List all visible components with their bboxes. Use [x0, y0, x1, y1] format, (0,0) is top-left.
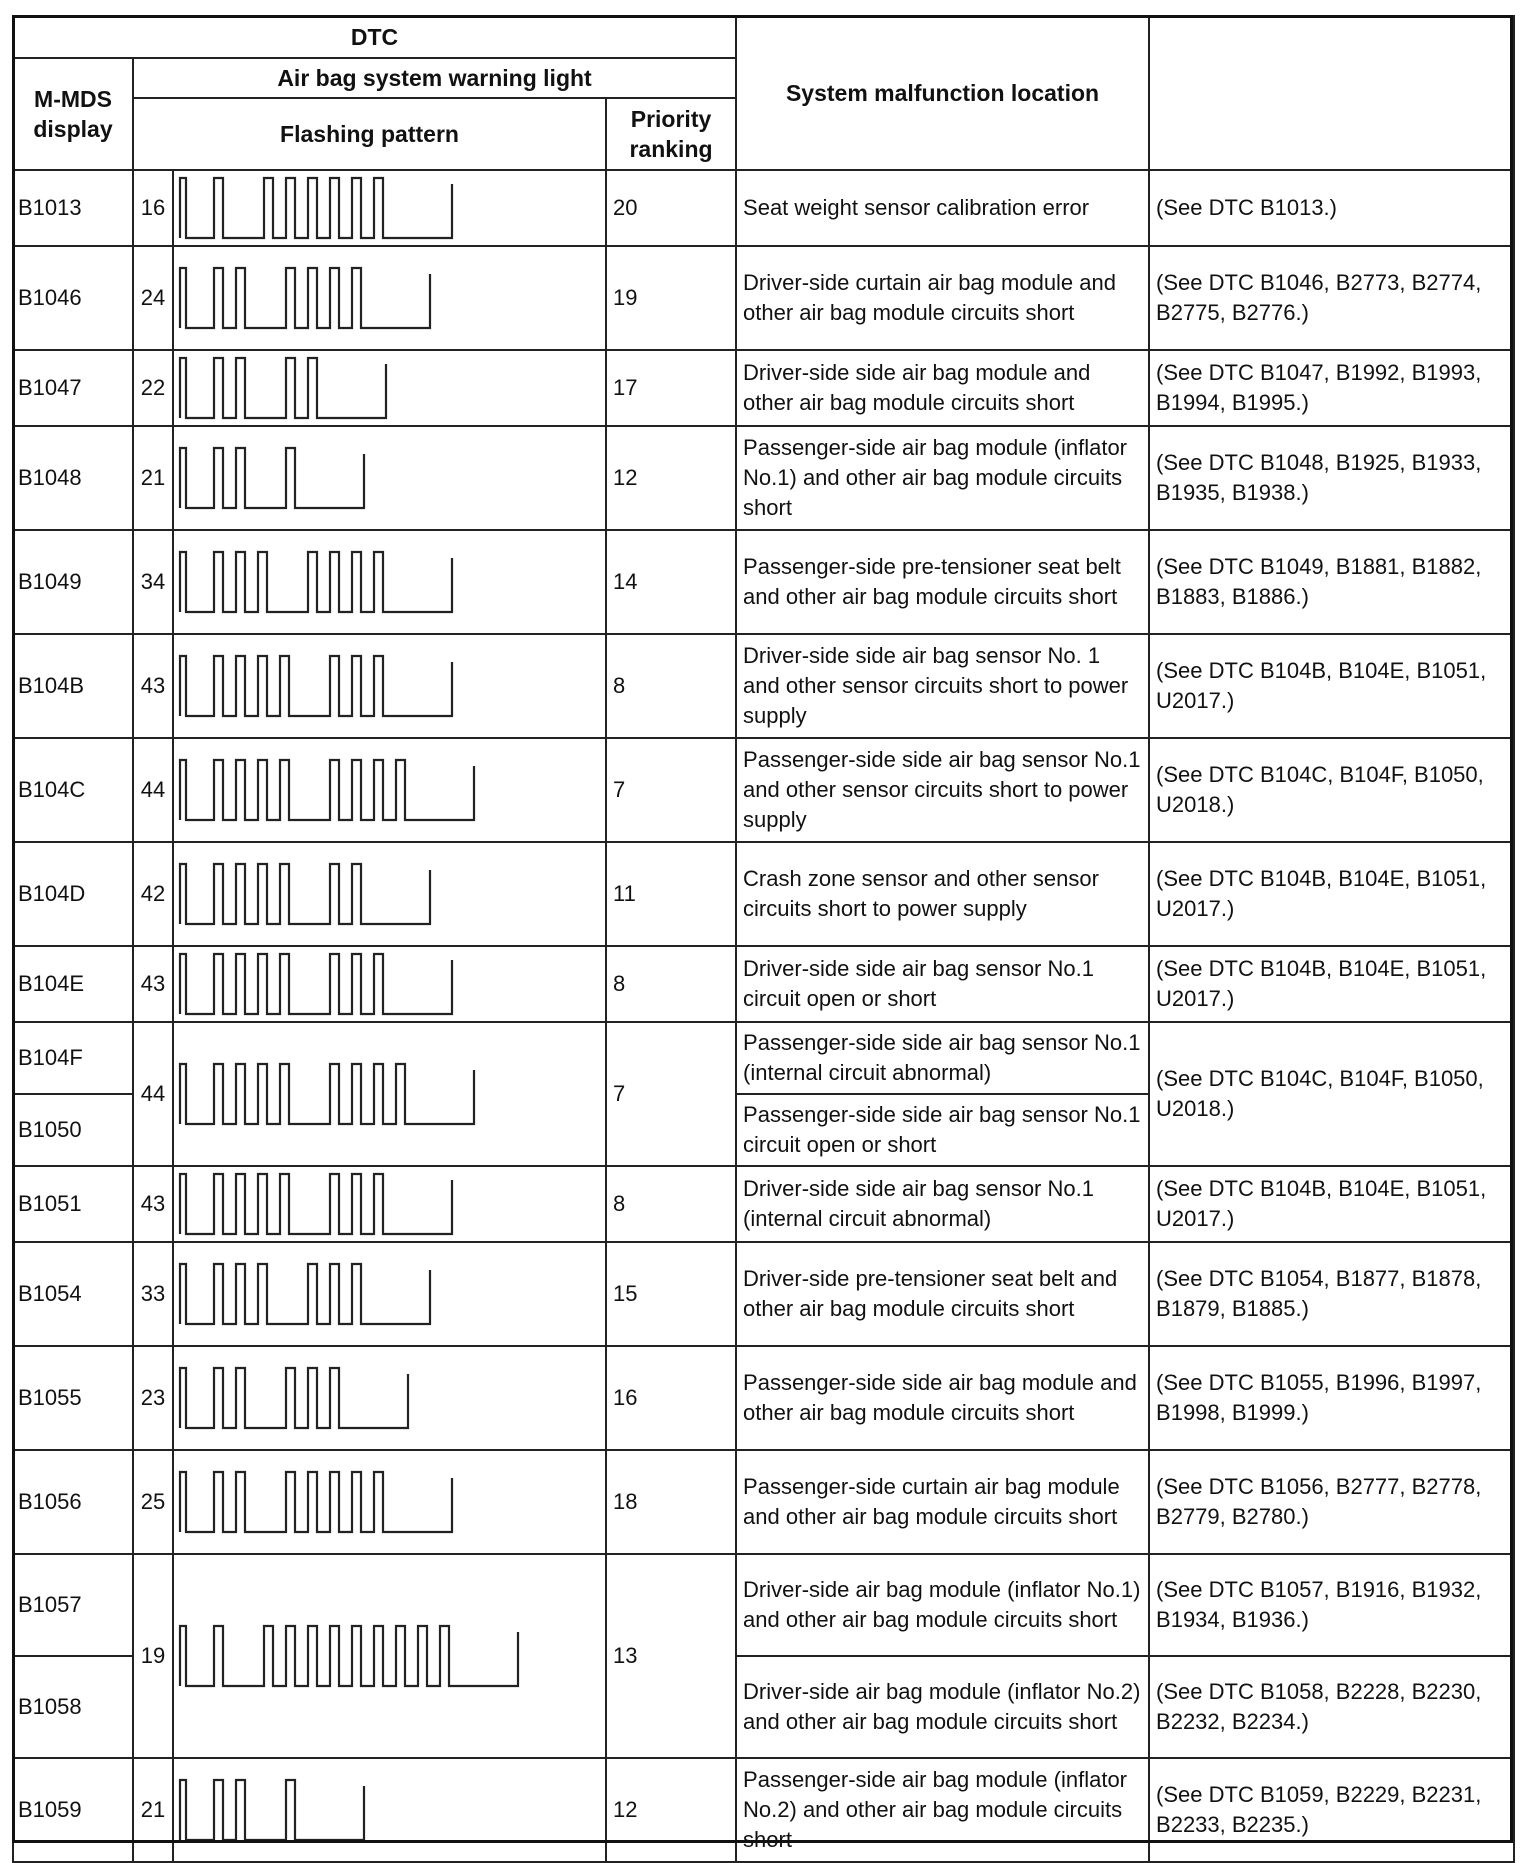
- malfunction-location: Crash zone sensor and other sensor circuits short to power supply: [736, 842, 1149, 946]
- priority-ranking: 15: [606, 1242, 736, 1346]
- table-row: [13, 1758, 1514, 1862]
- flash-pattern-waveform: [180, 178, 452, 238]
- dtc-reference: (See DTC B1054, B1877, B1878, B1879, B1885.): [1149, 1242, 1514, 1346]
- flash-pattern-graphic: [174, 531, 606, 633]
- priority-ranking: 8: [606, 634, 736, 738]
- flash-pattern: [173, 170, 606, 246]
- priority-ranking: 18: [606, 1450, 736, 1554]
- table-row: [13, 1450, 1514, 1554]
- flash-pattern-graphic: [174, 1243, 606, 1345]
- dtc-reference: (See DTC B1057, B1916, B1932, B1934, B1936.): [1149, 1554, 1514, 1656]
- dtc-reference: (See DTC B104B, B104E, B1051, U2017.): [1149, 946, 1514, 1022]
- dtc-code: B1049: [13, 530, 133, 634]
- flash-pattern-waveform: [180, 954, 452, 1014]
- dtc-code: B1054: [13, 1242, 133, 1346]
- dtc-code: B1047: [13, 350, 133, 426]
- flash-pattern-graphic: [174, 843, 606, 945]
- dtc-reference: (See DTC B1049, B1881, B1882, B1883, B1886.): [1149, 530, 1514, 634]
- flash-pattern-graphic: [174, 1451, 606, 1553]
- malfunction-location: Driver-side side air bag sensor No.1 circuit open or short: [736, 946, 1149, 1022]
- flash-pattern: [173, 1022, 606, 1166]
- flash-count: 25: [133, 1450, 173, 1554]
- flash-pattern-graphic: [174, 635, 606, 737]
- header-priority: Priority ranking: [606, 98, 736, 170]
- flash-pattern: [173, 946, 606, 1022]
- table-row: [13, 842, 1514, 946]
- priority-ranking: 20: [606, 170, 736, 246]
- flash-count: 23: [133, 1346, 173, 1450]
- flash-pattern: [173, 1242, 606, 1346]
- flash-count: 22: [133, 350, 173, 426]
- priority-ranking: 14: [606, 530, 736, 634]
- flash-pattern-waveform: [180, 448, 364, 508]
- priority-ranking: 17: [606, 350, 736, 426]
- flash-pattern-graphic: [174, 1039, 606, 1149]
- flash-pattern: [173, 1758, 606, 1862]
- flash-count: 42: [133, 842, 173, 946]
- flash-pattern-waveform: [180, 1368, 408, 1428]
- flash-pattern-waveform: [180, 358, 386, 418]
- malfunction-location: Passenger-side side air bag module and other air bag module circuits short: [736, 1346, 1149, 1450]
- malfunction-location: Driver-side side air bag module and other air bag module circuits short: [736, 350, 1149, 426]
- dtc-reference: (See DTC B104B, B104E, B1051, U2017.): [1149, 634, 1514, 738]
- flash-pattern-graphic: [174, 171, 606, 245]
- flash-pattern-graphic: [174, 1167, 606, 1241]
- header-location: System malfunction location: [736, 16, 1149, 170]
- flash-pattern-waveform: [180, 552, 452, 612]
- table-row: [13, 1242, 1514, 1346]
- priority-ranking: 7: [606, 1022, 736, 1166]
- dtc-reference: (See DTC B1059, B2229, B2231, B2233, B2235.): [1149, 1758, 1514, 1862]
- header-reference: [1149, 16, 1514, 170]
- dtc-code: B1058: [13, 1656, 133, 1758]
- table-row: [13, 1554, 1514, 1656]
- priority-ranking: 11: [606, 842, 736, 946]
- malfunction-location: Passenger-side pre-tensioner seat belt and other air bag module circuits short: [736, 530, 1149, 634]
- flash-count: 43: [133, 946, 173, 1022]
- table-row: [13, 426, 1514, 530]
- flash-count: 44: [133, 738, 173, 842]
- priority-ranking: 13: [606, 1554, 736, 1758]
- dtc-reference: (See DTC B1047, B1992, B1993, B1994, B1995.): [1149, 350, 1514, 426]
- malfunction-location: Driver-side side air bag sensor No.1 (internal circuit abnormal): [736, 1166, 1149, 1242]
- flash-pattern: [173, 842, 606, 946]
- flash-pattern: [173, 1166, 606, 1242]
- flash-count: 43: [133, 1166, 173, 1242]
- malfunction-location: Driver-side curtain air bag module and other air bag module circuits short: [736, 246, 1149, 350]
- flash-pattern-waveform: [180, 1064, 474, 1124]
- dtc-reference: (See DTC B1046, B2773, B2774, B2775, B2776.): [1149, 246, 1514, 350]
- header-mds: M-MDS display: [13, 58, 133, 170]
- table-row: [13, 350, 1514, 426]
- dtc-code: B104E: [13, 946, 133, 1022]
- dtc-code: B1046: [13, 246, 133, 350]
- table-row: [13, 1166, 1514, 1242]
- table-row: [13, 1346, 1514, 1450]
- flash-pattern-graphic: [174, 247, 606, 349]
- flash-pattern-waveform: [180, 864, 430, 924]
- table-row: [13, 946, 1514, 1022]
- dtc-reference: (See DTC B104C, B104F, B1050, U2018.): [1149, 1022, 1514, 1166]
- flash-pattern-graphic: [174, 427, 606, 529]
- malfunction-location: Seat weight sensor calibration error: [736, 170, 1149, 246]
- dtc-code: B1056: [13, 1450, 133, 1554]
- priority-ranking: 7: [606, 738, 736, 842]
- flash-count: 21: [133, 1758, 173, 1862]
- dtc-code: B1050: [13, 1094, 133, 1166]
- flash-pattern-waveform: [180, 656, 452, 716]
- dtc-reference: (See DTC B1055, B1996, B1997, B1998, B1999.): [1149, 1346, 1514, 1450]
- header-flashing-pattern: Flashing pattern: [133, 98, 606, 170]
- dtc-reference: (See DTC B104C, B104F, B1050, U2018.): [1149, 738, 1514, 842]
- malfunction-location: Driver-side pre-tensioner seat belt and other air bag module circuits short: [736, 1242, 1149, 1346]
- malfunction-location: Passenger-side curtain air bag module and other air bag module circuits short: [736, 1450, 1149, 1554]
- flash-count: 33: [133, 1242, 173, 1346]
- malfunction-location: Passenger-side side air bag sensor No.1 (internal circuit abnormal): [736, 1022, 1149, 1094]
- flash-pattern: [173, 634, 606, 738]
- header-dtc: DTC: [13, 16, 736, 58]
- malfunction-location: Passenger-side air bag module (inflator No.2) and other air bag module circuits short: [736, 1758, 1149, 1862]
- flash-pattern: [173, 1450, 606, 1554]
- dtc-code: B1055: [13, 1346, 133, 1450]
- flash-pattern-graphic: [174, 1347, 606, 1449]
- priority-ranking: 8: [606, 946, 736, 1022]
- flash-pattern-waveform: [180, 268, 430, 328]
- priority-ranking: 12: [606, 1758, 736, 1862]
- flash-count: 24: [133, 246, 173, 350]
- table-row: [13, 634, 1514, 738]
- flash-count: 21: [133, 426, 173, 530]
- dtc-reference: (See DTC B1056, B2777, B2778, B2779, B2780.): [1149, 1450, 1514, 1554]
- flash-pattern-waveform: [180, 1626, 518, 1686]
- priority-ranking: 8: [606, 1166, 736, 1242]
- flash-pattern: [173, 530, 606, 634]
- flash-pattern-graphic: [174, 1601, 606, 1711]
- dtc-reference: (See DTC B104B, B104E, B1051, U2017.): [1149, 842, 1514, 946]
- flash-count: 43: [133, 634, 173, 738]
- dtc-code: B1059: [13, 1758, 133, 1862]
- table-row: [13, 246, 1514, 350]
- dtc-code: B1051: [13, 1166, 133, 1242]
- flash-pattern-graphic: [174, 351, 606, 425]
- dtc-table: [12, 15, 1515, 1863]
- flash-count: 19: [133, 1554, 173, 1758]
- flash-pattern-waveform: [180, 1264, 430, 1324]
- flash-count: 34: [133, 530, 173, 634]
- flash-pattern-waveform: [180, 760, 474, 820]
- header-warning-light: Air bag system warning light: [133, 58, 736, 98]
- dtc-reference: (See DTC B1048, B1925, B1933, B1935, B1938.): [1149, 426, 1514, 530]
- malfunction-location: Driver-side air bag module (inflator No.1) and other air bag module circuits short: [736, 1554, 1149, 1656]
- flash-pattern-waveform: [180, 1780, 364, 1840]
- flash-pattern: [173, 1554, 606, 1758]
- table-row: [13, 738, 1514, 842]
- flash-pattern: [173, 350, 606, 426]
- flash-pattern-graphic: [174, 947, 606, 1021]
- flash-count: 16: [133, 170, 173, 246]
- dtc-code: B104F: [13, 1022, 133, 1094]
- priority-ranking: 19: [606, 246, 736, 350]
- table-row: [13, 530, 1514, 634]
- malfunction-location: Passenger-side air bag module (inflator No.1) and other air bag module circuits short: [736, 426, 1149, 530]
- flash-pattern: [173, 1346, 606, 1450]
- dtc-code: B104B: [13, 634, 133, 738]
- priority-ranking: 16: [606, 1346, 736, 1450]
- dtc-code: B104D: [13, 842, 133, 946]
- flash-pattern-waveform: [180, 1174, 452, 1234]
- dtc-code: B1048: [13, 426, 133, 530]
- dtc-reference: (See DTC B1013.): [1149, 170, 1514, 246]
- flash-pattern-graphic: [174, 739, 606, 841]
- flash-pattern: [173, 246, 606, 350]
- dtc-code: B1013: [13, 170, 133, 246]
- malfunction-location: Passenger-side side air bag sensor No.1 and other sensor circuits short to power supply: [736, 738, 1149, 842]
- flash-pattern: [173, 738, 606, 842]
- malfunction-location: Passenger-side side air bag sensor No.1 circuit open or short: [736, 1094, 1149, 1166]
- malfunction-location: Driver-side air bag module (inflator No.2) and other air bag module circuits short: [736, 1656, 1149, 1758]
- flash-count: 44: [133, 1022, 173, 1166]
- dtc-code: B1057: [13, 1554, 133, 1656]
- dtc-code: B104C: [13, 738, 133, 842]
- dtc-reference: (See DTC B104B, B104E, B1051, U2017.): [1149, 1166, 1514, 1242]
- table-row: [13, 170, 1514, 246]
- flash-pattern: [173, 426, 606, 530]
- malfunction-location: Driver-side side air bag sensor No. 1 and other sensor circuits short to power supply: [736, 634, 1149, 738]
- dtc-reference: (See DTC B1058, B2228, B2230, B2232, B2234.): [1149, 1656, 1514, 1758]
- dtc-table-body: [13, 170, 1514, 1862]
- flash-pattern-graphic: [174, 1759, 606, 1861]
- priority-ranking: 12: [606, 426, 736, 530]
- flash-pattern-waveform: [180, 1472, 452, 1532]
- table-row: [13, 1022, 1514, 1094]
